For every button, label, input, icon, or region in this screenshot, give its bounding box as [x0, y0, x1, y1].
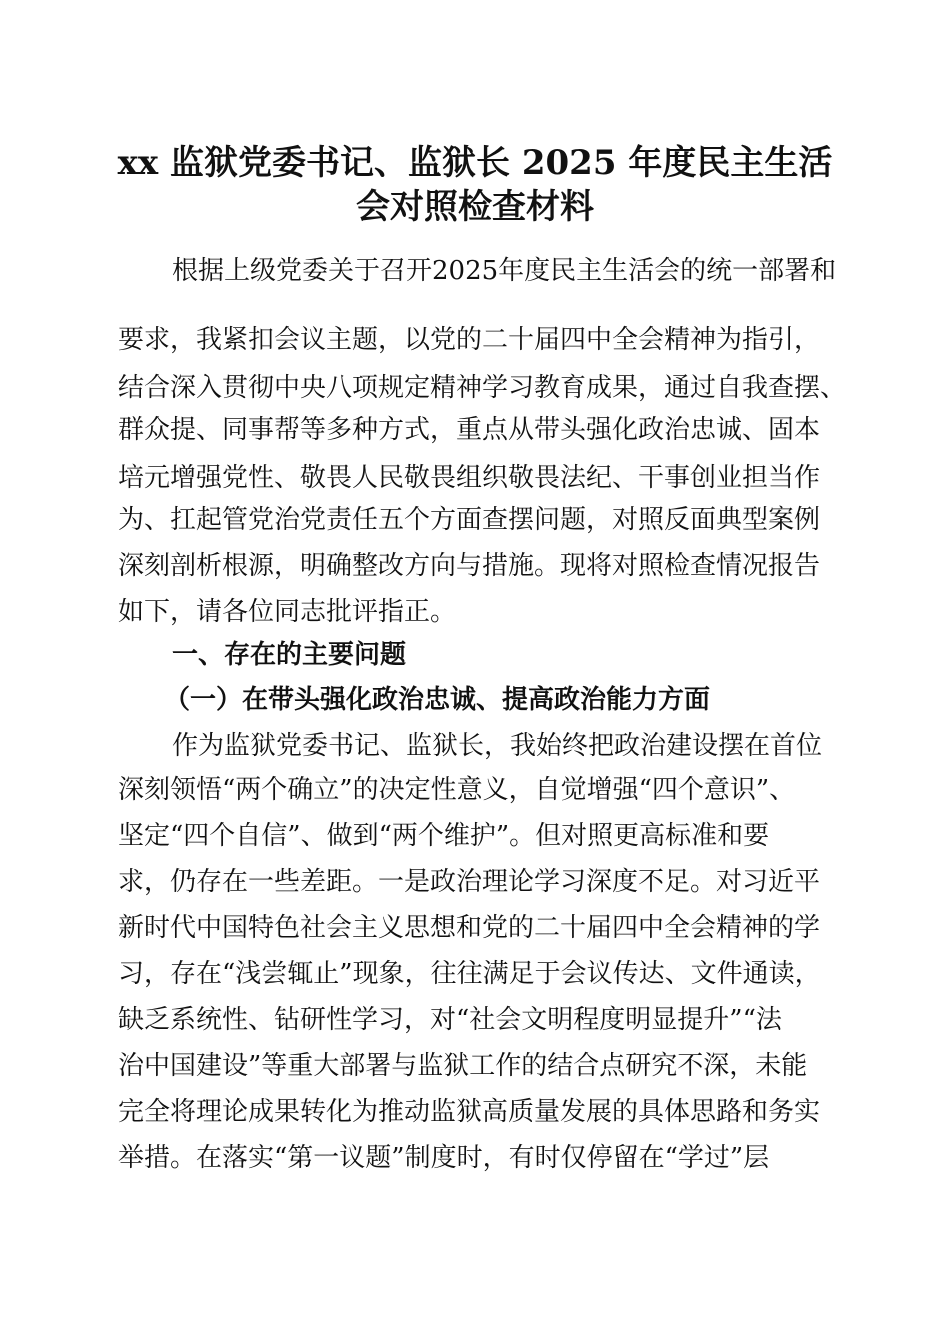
body-paragraph-line: 缺乏系统性、钻研性学习，对“社会文明程度明显提升”“法 [118, 1005, 782, 1035]
body-paragraph-line: 完全将理论成果转化为推动监狱高质量发展的具体思路和务实 [118, 1097, 821, 1127]
intro-paragraph-line: 要求，我紧扣会议主题，以党的二十届四中全会精神为指引， [118, 325, 821, 355]
intro-paragraph-line: 群众提、同事帮等多种方式，重点从带头强化政治忠诚、固本 [118, 415, 821, 445]
body-paragraph-line: 新时代中国特色社会主义思想和党的二十届四中全会精神的学 [118, 913, 821, 943]
body-paragraph-line: 举措。在落实“第一议题”制度时，有时仅停留在“学过”层 [118, 1143, 770, 1173]
intro-paragraph-line: 根据上级党委关于召开2025年度民主生活会的统一部署和 [172, 256, 837, 286]
body-paragraph-line: 深刻领悟“两个确立”的决定性意义，自觉增强“四个意识”、 [118, 775, 796, 805]
intro-paragraph-line: 为、扛起管党治党责任五个方面查摆问题，对照反面典型案例 [118, 505, 821, 535]
body-paragraph-line: 治中国建设”等重大部署与监狱工作的结合点研究不深，未能 [118, 1051, 808, 1081]
subsection-heading: （一）在带头强化政治忠诚、提高政治能力方面 [164, 685, 711, 715]
intro-paragraph-line: 深刻剖析根源，明确整改方向与措施。现将对照检查情况报告 [118, 551, 821, 581]
body-paragraph-line: 习，存在“浅尝辄止”现象，往往满足于会议传达、文件通读， [118, 959, 821, 989]
intro-paragraph-line: 培元增强党性、敬畏人民敬畏组织敬畏法纪、干事创业担当作 [118, 463, 821, 493]
document-title-line-1: xx 监狱党委书记、监狱长 2025 年度民主生活 [117, 143, 833, 183]
intro-paragraph-line: 如下，请各位同志批评指正。 [118, 597, 457, 627]
document-title-line-2: 会对照检查材料 [356, 187, 594, 227]
body-paragraph-line: 坚定“四个自信”、做到“两个维护”。但对照更高标准和要 [118, 821, 770, 851]
body-paragraph-line: 作为监狱党委书记、监狱长，我始终把政治建设摆在首位 [172, 731, 823, 761]
body-paragraph-line: 求，仍存在一些差距。一是政治理论学习深度不足。对习近平 [118, 867, 821, 897]
intro-paragraph-line: 结合深入贯彻中央八项规定精神学习教育成果，通过自我查摆、 [118, 373, 847, 403]
section-heading: 一、存在的主要问题 [172, 640, 407, 670]
